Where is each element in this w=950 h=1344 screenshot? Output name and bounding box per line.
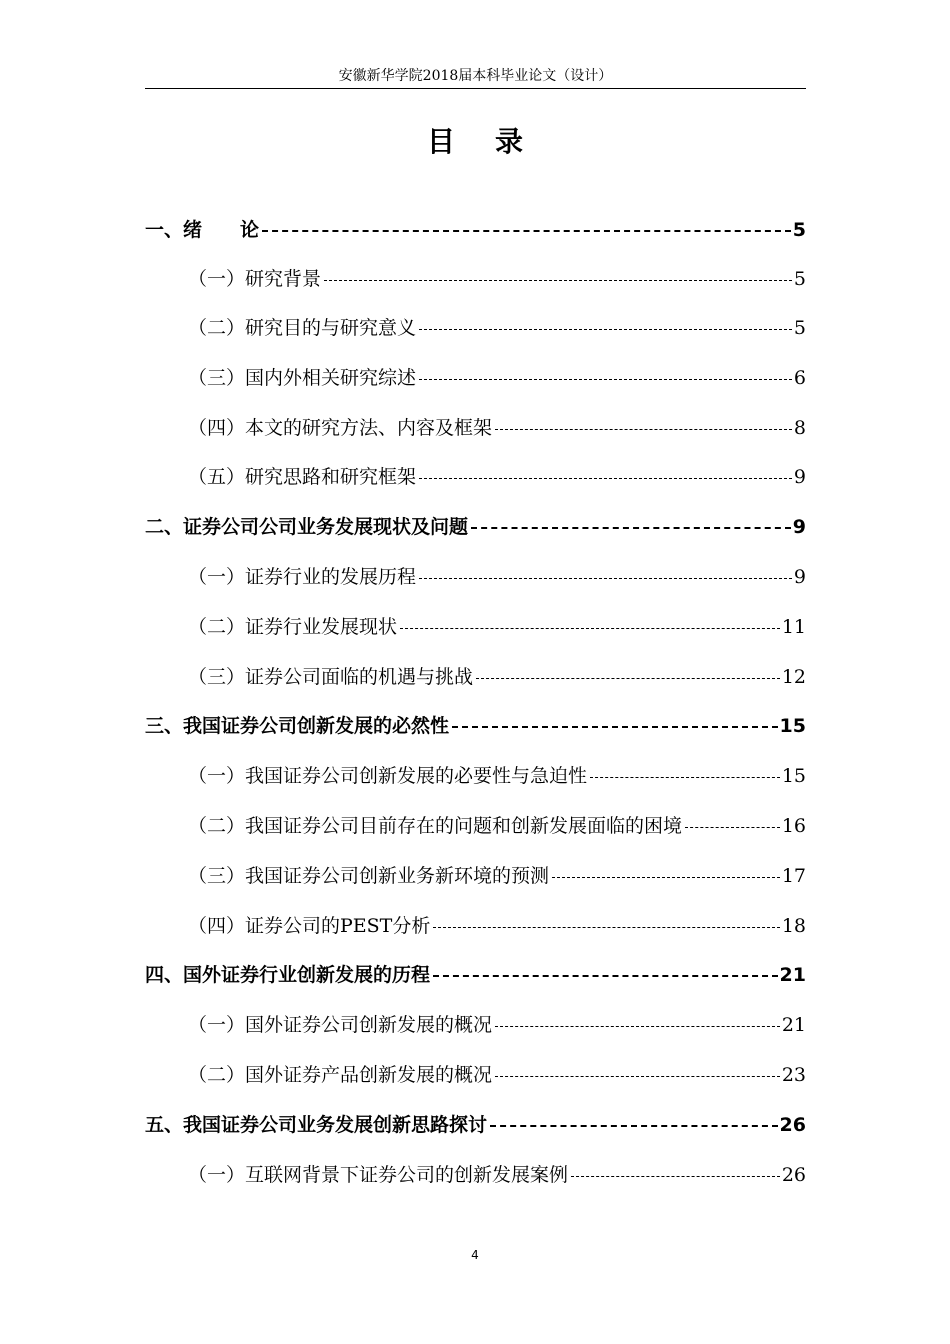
toc-entry-label: （三）证券公司面临的机遇与挑战: [188, 666, 474, 688]
toc-entry-section-2-1[interactable]: [188, 562, 806, 592]
dotted-leader: [495, 429, 792, 430]
dotted-leader: [419, 578, 792, 579]
toc-entry-page: 18: [781, 915, 806, 937]
toc-entry-page: 9: [792, 516, 806, 538]
toc-entry-page: 5: [792, 219, 806, 241]
toc-entry-label: 一、绪 论: [145, 219, 260, 241]
dotted-leader: [419, 478, 792, 479]
toc-entry-page: 8: [793, 417, 806, 439]
toc-entry-page: 5: [793, 317, 806, 339]
toc-entry-section-1-5[interactable]: [188, 462, 806, 492]
toc-entry-section-3-3[interactable]: [188, 861, 806, 891]
toc-entry-label: （二）证券行业发展现状: [188, 616, 398, 638]
dotted-leader: [324, 280, 792, 281]
toc-entry-section-1-1[interactable]: [188, 264, 806, 294]
dotted-leader: [590, 777, 780, 778]
toc-entry-chapter-3[interactable]: [145, 711, 806, 741]
toc-entry-page: 21: [781, 1014, 806, 1036]
toc-entry-label: （一）研究背景: [188, 268, 322, 290]
toc-entry-label: （二）国外证券产品创新发展的概况: [188, 1064, 493, 1086]
toc-entry-section-4-2[interactable]: [188, 1060, 806, 1090]
toc-entry-label: （三）我国证券公司创新业务新环境的预测: [188, 865, 550, 887]
toc-entry-page: 26: [781, 1164, 806, 1186]
toc-entry-page: 12: [781, 666, 806, 688]
dotted-leader: [419, 329, 792, 330]
toc-entry-label: 三、我国证券公司创新发展的必然性: [145, 715, 450, 737]
toc-entry-label: （一）证券行业的发展历程: [188, 566, 417, 588]
toc-entry-label: 五、我国证券公司业务发展创新思路探讨: [145, 1114, 488, 1136]
toc-entry-page: 17: [781, 865, 806, 887]
toc-entry-section-2-2[interactable]: [188, 612, 806, 642]
toc-entry-label: （一）我国证券公司创新发展的必要性与急迫性: [188, 765, 588, 787]
dotted-leader: [433, 975, 778, 977]
dotted-leader: [262, 230, 791, 232]
dotted-leader: [685, 827, 780, 828]
toc-entry-page: 6: [793, 367, 806, 389]
running-header: 安徽新华学院2018届本科毕业论文（设计）: [338, 68, 613, 84]
toc-entry-page: 15: [781, 765, 806, 787]
toc-entry-label: 二、证券公司公司业务发展现状及问题: [145, 516, 469, 538]
dotted-leader: [400, 628, 780, 629]
toc-entry-page: 26: [779, 1114, 806, 1136]
toc-entry-label: （一）互联网背景下证券公司的创新发展案例: [188, 1164, 569, 1186]
dotted-leader: [471, 527, 791, 529]
toc-entry-chapter-4[interactable]: [145, 960, 806, 990]
toc-entry-label: （五）研究思路和研究框架: [188, 466, 417, 488]
toc-entry-section-4-1[interactable]: [188, 1010, 806, 1040]
toc-entry-section-2-3[interactable]: [188, 662, 806, 692]
toc-entry-label: （二）我国证券公司目前存在的问题和创新发展面临的困境: [188, 815, 683, 837]
toc-entry-page: 11: [781, 616, 806, 638]
toc-entry-section-1-3[interactable]: [188, 363, 806, 393]
toc-entry-section-5-1[interactable]: [188, 1160, 806, 1190]
toc-entry-section-3-1[interactable]: [188, 761, 806, 791]
dotted-leader: [495, 1026, 780, 1027]
toc-entry-page: 21: [779, 964, 806, 986]
toc-entry-chapter-1[interactable]: [145, 215, 806, 245]
toc-title: 目录: [426, 125, 563, 158]
toc-entry-label: 四、国外证券行业创新发展的历程: [145, 964, 431, 986]
dotted-leader: [552, 877, 780, 878]
toc-entry-page: 9: [793, 466, 806, 488]
toc-entry-label: （一）国外证券公司创新发展的概况: [188, 1014, 493, 1036]
toc-entry-label: （四）本文的研究方法、内容及框架: [188, 417, 493, 439]
toc-entry-chapter-2[interactable]: [145, 512, 806, 542]
dotted-leader: [476, 678, 780, 679]
toc-entry-label: （二）研究目的与研究意义: [188, 317, 417, 339]
dotted-leader: [495, 1076, 780, 1077]
toc-entry-chapter-5[interactable]: [145, 1110, 806, 1140]
dotted-leader: [490, 1125, 778, 1127]
toc-entry-section-3-2[interactable]: [188, 811, 806, 841]
toc-entry-page: 15: [779, 715, 806, 737]
toc-entry-section-3-4[interactable]: [188, 911, 806, 941]
toc-entry-label: （四）证券公司的PEST分析: [188, 915, 431, 937]
toc-entry-section-1-2[interactable]: [188, 313, 806, 343]
page-number: 4: [471, 1248, 479, 1262]
dotted-leader: [433, 927, 779, 928]
toc-entry-page: 16: [781, 815, 806, 837]
dotted-leader: [452, 726, 778, 728]
toc-entry-page: 5: [793, 268, 806, 290]
toc-entry-page: 23: [781, 1064, 806, 1086]
dotted-leader: [419, 379, 792, 380]
toc-entry-page: 9: [793, 566, 806, 588]
toc-entry-label: （三）国内外相关研究综述: [188, 367, 417, 389]
dotted-leader: [571, 1176, 780, 1177]
toc-entry-section-1-4[interactable]: [188, 413, 806, 443]
